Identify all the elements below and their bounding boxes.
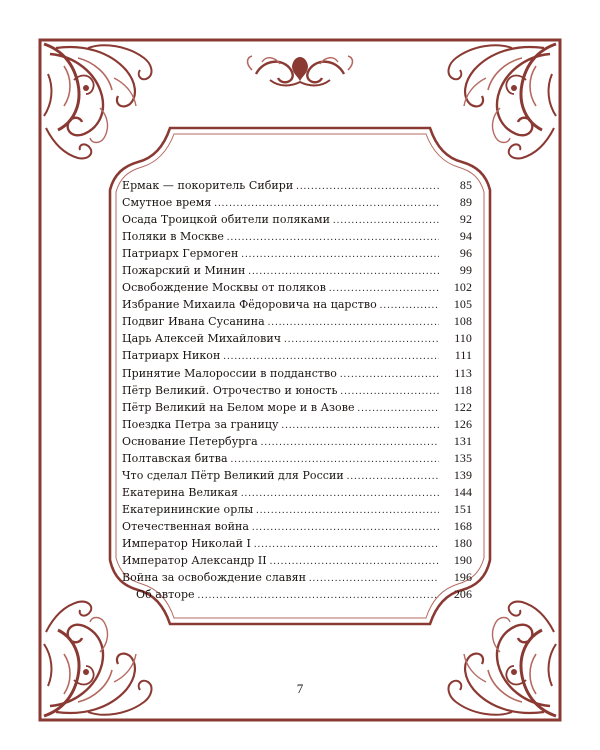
toc-entry-page: 122 [453, 399, 472, 414]
toc-entry-page: 99 [459, 263, 472, 278]
toc-entry-title: Избрание Михаила Фёдоровича на царство [122, 298, 377, 312]
toc-dot-leader [268, 317, 439, 328]
toc-entry-title: Екатерининские орлы [122, 502, 254, 516]
toc-entry-page: 111 [454, 348, 472, 363]
toc-entry [122, 502, 472, 519]
toc-entry [122, 297, 472, 314]
toc-entry-title: Царь Алексей Михайлович [122, 332, 282, 346]
toc-entry-title: Ермак — покоритель Сибири [122, 179, 294, 192]
toc-entry-title: Отечественная война [122, 519, 249, 533]
toc-entry-title: Патриарх Гермоген [122, 247, 239, 261]
toc-dot-leader [333, 215, 439, 226]
corner-ornament-bottom-right [449, 602, 556, 716]
toc-entry [122, 400, 472, 417]
toc-entry-title: Основание Петербурга [122, 434, 258, 448]
corner-ornament-top-left [44, 44, 151, 158]
toc-entry-title: Об авторе [136, 588, 195, 602]
toc-entry-page: 196 [453, 570, 472, 585]
toc-entry-page: 89 [459, 195, 472, 210]
table-of-contents [122, 178, 472, 604]
toc-entry-page: 151 [453, 501, 472, 516]
toc-dot-leader [341, 386, 439, 397]
toc-dot-leader [252, 522, 439, 533]
toc-entry-page: 110 [454, 331, 472, 346]
corner-ornament-bottom-left [44, 602, 151, 716]
toc-entry-title: Патриарх Никон [122, 349, 221, 363]
toc-dot-leader [248, 266, 439, 277]
toc-entry [122, 331, 472, 348]
toc-dot-leader [296, 181, 439, 192]
toc-dot-leader [214, 198, 439, 209]
toc-entry-title: Подвиг Ивана Сусанина [122, 315, 265, 329]
toc-dot-leader [223, 351, 439, 362]
toc-entry [122, 536, 472, 553]
toc-entry [122, 280, 472, 297]
toc-dot-leader [270, 556, 439, 567]
corner-ornament-top-right [449, 44, 556, 158]
toc-entry [122, 417, 472, 434]
toc-entry-title: Полтавская битва [122, 451, 228, 465]
toc-entry-page: 168 [453, 518, 472, 533]
toc-entry-page: 108 [453, 314, 472, 329]
toc-entry-title: Война за освобождение славян [122, 571, 306, 585]
toc-entry-title: Поляки в Москве [122, 230, 224, 244]
toc-entry [122, 348, 472, 365]
toc-entry [122, 468, 472, 485]
toc-entry-title: Принятие Малороссии в подданство [122, 366, 337, 380]
toc-entry-title: Екатерина Великая [122, 485, 238, 499]
toc-dot-leader [198, 590, 439, 601]
toc-dot-leader [282, 420, 439, 431]
toc-dot-leader [329, 283, 439, 294]
toc-entry [122, 212, 472, 229]
toc-entry-page: 96 [459, 246, 472, 261]
toc-entry-page: 102 [453, 280, 472, 295]
toc-entry [122, 519, 472, 536]
toc-dot-leader [309, 573, 439, 584]
toc-entry-title: Пётр Великий на Белом море и в Азове [122, 400, 355, 414]
toc-entry-page: 126 [453, 416, 472, 431]
toc-entry-page: 92 [459, 212, 472, 227]
toc-dot-leader [340, 369, 439, 380]
toc-entry-title: Освобождение Москвы от поляков [122, 281, 326, 295]
toc-entry [122, 195, 472, 212]
toc-dot-leader [284, 334, 439, 345]
toc-entry [122, 229, 472, 246]
toc-entry [122, 451, 472, 468]
toc-entry [122, 383, 472, 400]
toc-entry-page: 180 [453, 535, 472, 550]
toc-entry [122, 570, 472, 587]
toc-entry [122, 434, 472, 451]
toc-entry [122, 553, 472, 570]
toc-entry-page: 190 [453, 553, 472, 568]
toc-entry [122, 178, 472, 195]
toc-entry-title: Поездка Петра за границу [122, 417, 279, 431]
toc-entry-page: 144 [453, 484, 472, 499]
toc-dot-leader [227, 232, 439, 243]
toc-entry-page: 139 [453, 467, 472, 482]
toc-dot-leader [358, 403, 439, 414]
toc-entry-page: 94 [459, 229, 472, 244]
toc-dot-leader [241, 249, 439, 260]
toc-dot-leader [256, 505, 439, 516]
toc-entry [122, 263, 472, 280]
toc-dot-leader [261, 437, 439, 448]
toc-entry [122, 366, 472, 383]
toc-entry-title: Смутное время [122, 196, 212, 210]
toc-entry-page: 85 [459, 178, 472, 192]
toc-entry [122, 314, 472, 331]
toc-entry-page: 131 [453, 433, 472, 448]
toc-entry-title: Что сделал Пётр Великий для России [122, 468, 344, 482]
page-number: 7 [296, 681, 304, 696]
toc-entry [122, 587, 472, 604]
toc-dot-leader [241, 488, 439, 499]
toc-entry [122, 485, 472, 502]
toc-entry-title: Осада Троицкой обители поляками [122, 213, 331, 227]
toc-dot-leader [254, 539, 439, 550]
toc-dot-leader [380, 300, 439, 311]
top-ornament [248, 56, 353, 86]
toc-entry-page: 118 [454, 382, 472, 397]
toc-dot-leader [231, 454, 439, 465]
toc-entry-page: 206 [453, 587, 472, 602]
toc-entry-title: Император Николай I [122, 536, 251, 550]
toc-entry-title: Пётр Великий. Отрочество и юность [122, 383, 338, 397]
toc-entry-title: Пожарский и Минин [122, 264, 246, 278]
toc-dot-leader [347, 471, 439, 482]
toc-entry-page: 105 [453, 297, 472, 312]
toc-entry-page: 135 [453, 450, 472, 465]
toc-entry-page: 113 [454, 365, 472, 380]
toc-entry-title: Император Александр II [122, 554, 267, 568]
toc-entry [122, 246, 472, 263]
